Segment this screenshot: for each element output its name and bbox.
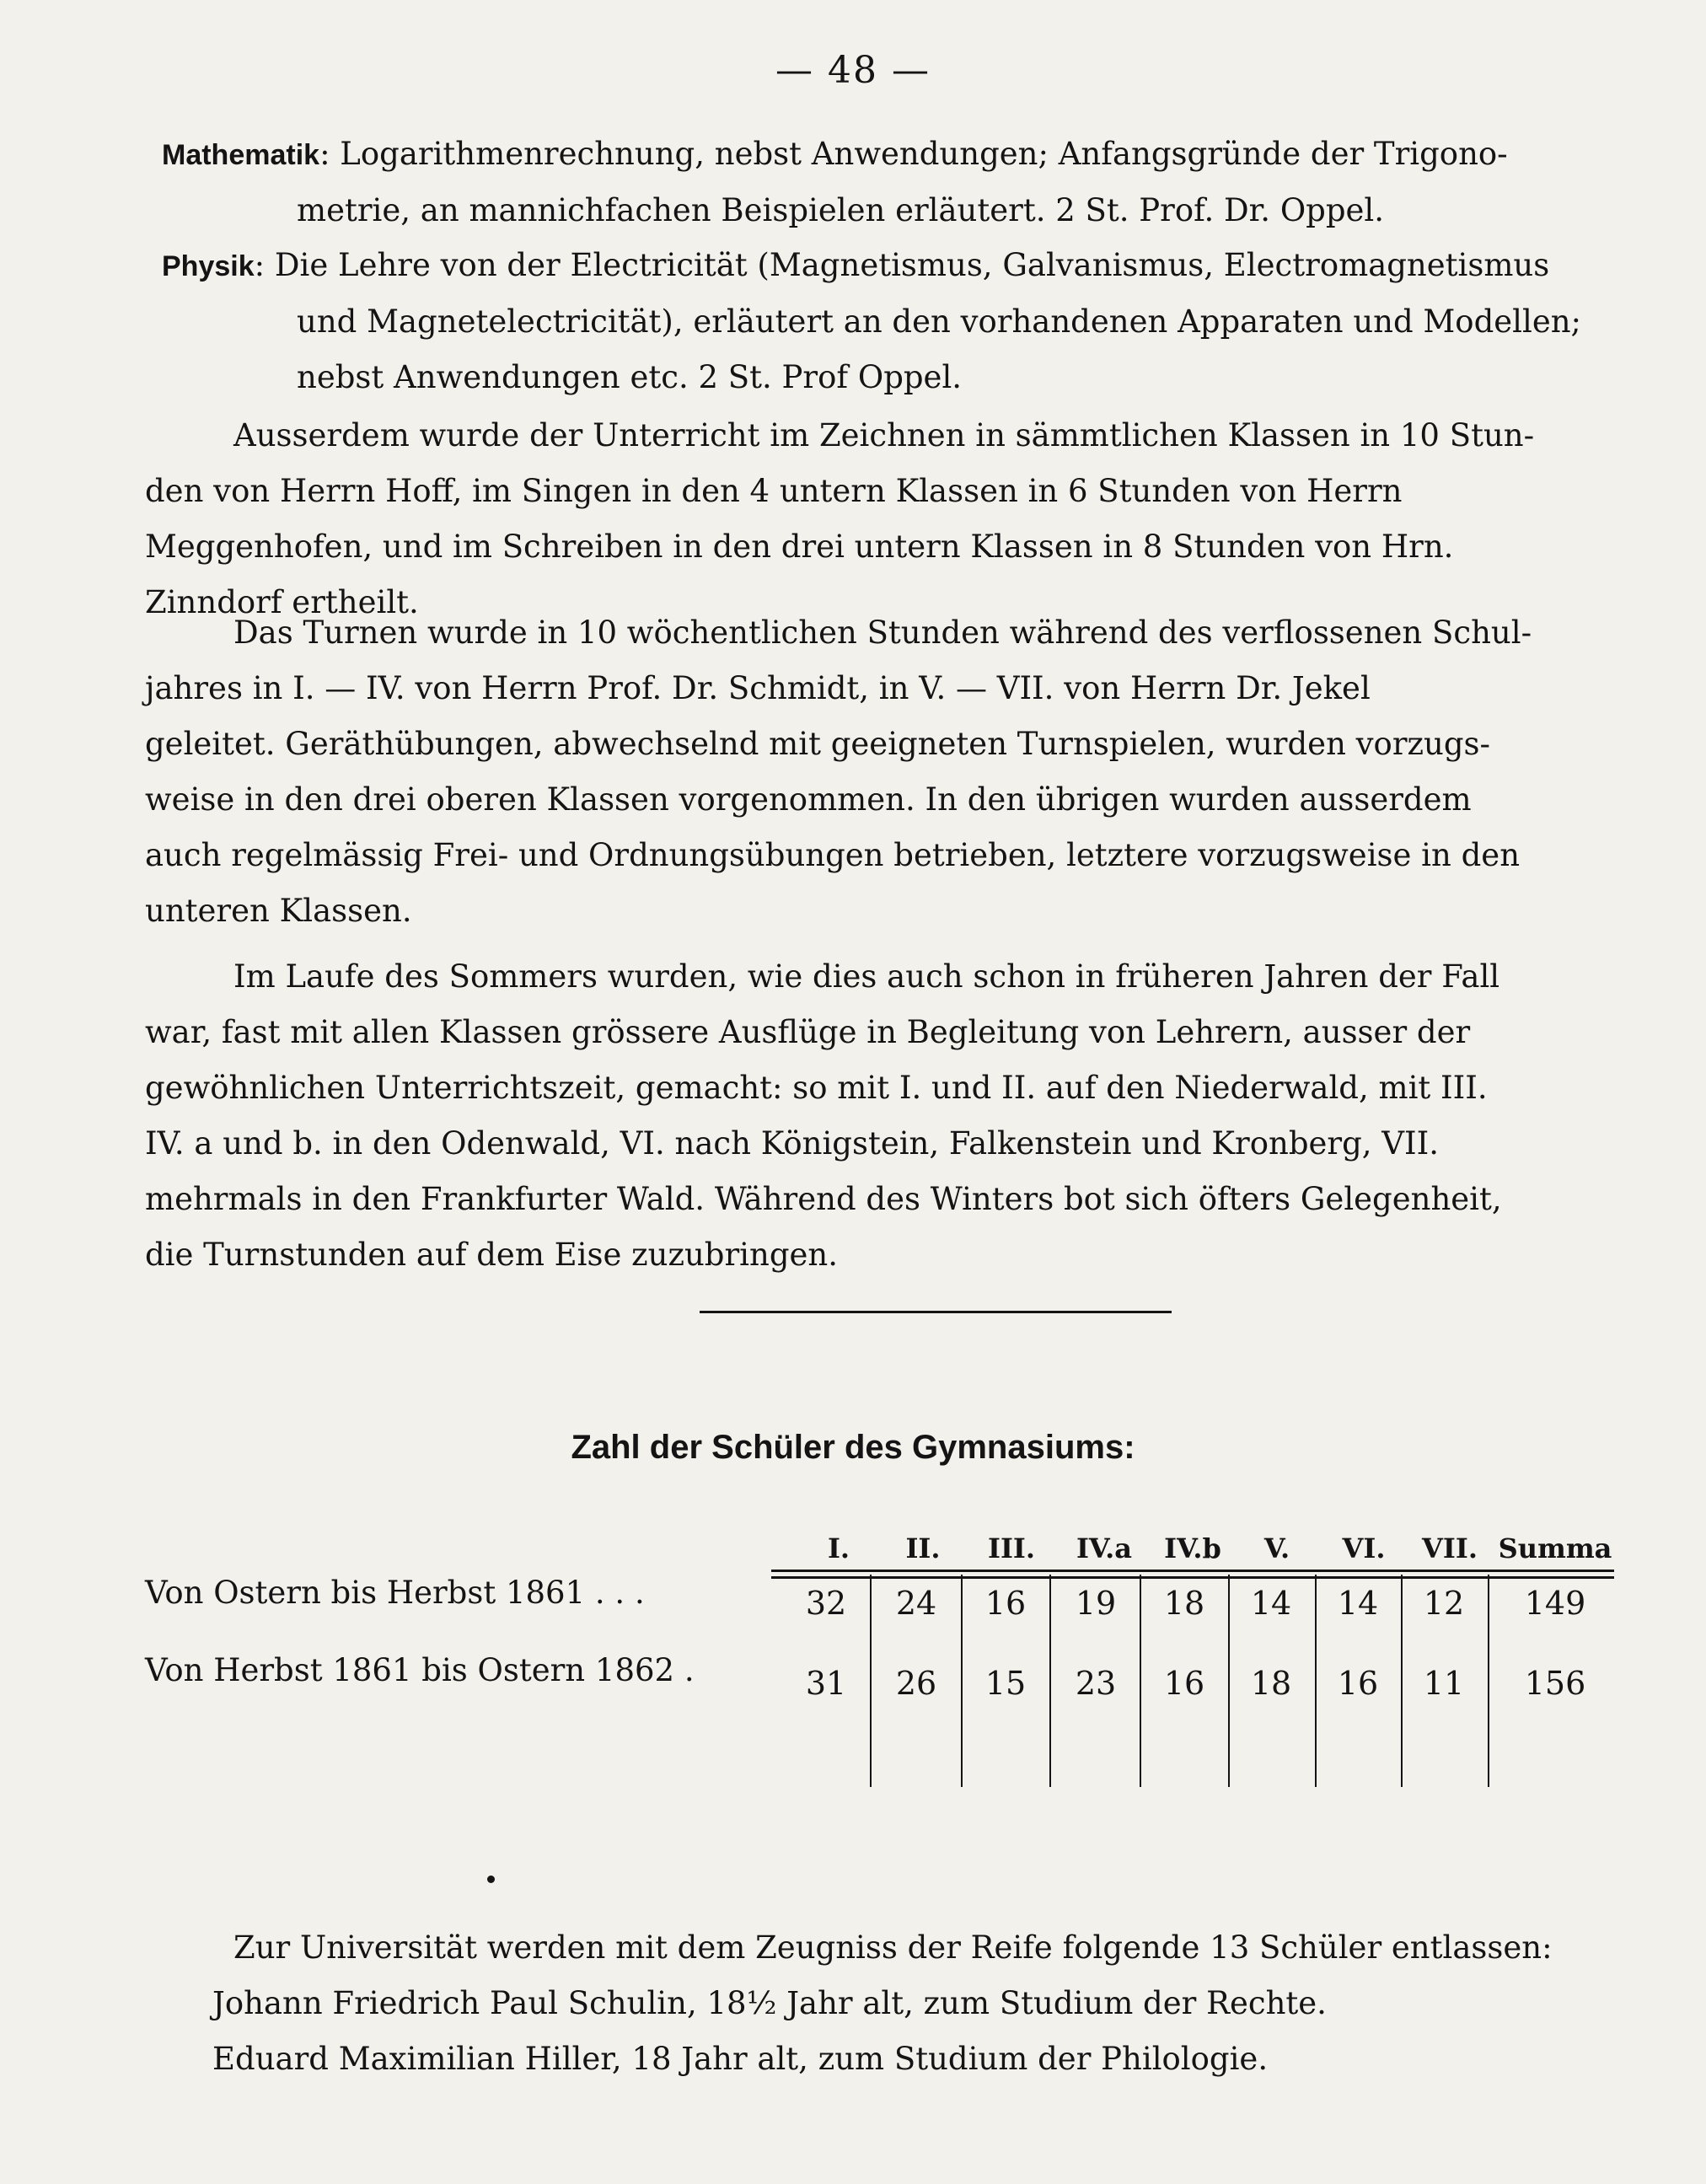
table-cell: 149 [1524,1585,1586,1622]
table-cell: 15 [984,1665,1027,1702]
math-line-2: metrie, an mannichfachen Beispielen erläutert. 2 St. Prof. Dr. Oppel. [297,192,1385,228]
paragraph-ausfluege [145,949,1637,1283]
table-cell: 23 [1075,1665,1117,1702]
physics-line-3: nebst Anwendungen etc. 2 St. Prof Oppel. [297,359,963,395]
column-divider [1140,1575,1141,1787]
column-header: Summa [1498,1532,1612,1564]
turnen-line-4: weise in den drei oberen Klassen vorgenommen. In den übrigen wurden ausserdem [145,781,1472,818]
graduates-section [145,1920,1645,2087]
turnen-line-5: auch regelmässig Frei- und Ordnungsübungen betrieben, letztere vorzugsweise in den [145,837,1521,873]
paragraph-drawing [145,408,1637,631]
column-header: VI. [1342,1532,1386,1564]
table-cell: 156 [1524,1665,1586,1702]
turnen-line-1: Das Turnen wurde in 10 wöchentlichen Stunden während des verflossenen Schul- [233,614,1532,651]
ausfluege-line-3: gewöhnlichen Unterrichtszeit, gemacht: so mit I. und II. auf den Niederwald, mit III. [145,1070,1488,1106]
physics-text-1: Die Lehre von der Electricität (Magnetismus, Galvanismus, Electromagnetismus [274,247,1550,283]
physics-label: Physik [162,250,255,282]
graduates-intro: Zur Universität werden mit dem Zeugniss der Reife folgende 13 Schüler entlassen: [233,1929,1553,1966]
column-divider [1488,1575,1489,1787]
ausfluege-line-2: war, fast mit allen Klassen grössere Ausflüge in Begleitung von Lehrern, ausser der [145,1014,1471,1050]
table-cell: 18 [1250,1665,1292,1702]
table-cell: 32 [805,1585,847,1622]
table-title: Zahl der Schüler des Gymnasiums: [571,1429,1135,1466]
column-header: IV.a [1076,1532,1133,1564]
table-cell: 16 [984,1585,1027,1622]
drawing-line-4: Zinndorf ertheilt. [145,584,419,620]
column-header: I. [827,1532,850,1564]
column-header: V. [1263,1532,1290,1564]
paragraph-turnen [145,605,1637,939]
table-cell: 31 [805,1665,847,1702]
table-cell: 26 [895,1665,937,1702]
section-divider [700,1311,1172,1313]
graduate-line: Johann Friedrich Paul Schulin, 18½ Jahr alt, zum Studium der Rechte. [212,1985,1327,2021]
ink-dot [487,1875,495,1883]
column-divider [870,1575,872,1787]
turnen-line-6: unteren Klassen. [145,893,412,929]
math-line-1: Mathematik: Logarithmenrechnung, nebst Anwendungen; Anfangsgründe der Trigono- [162,136,1508,172]
table-row-label: Von Herbst 1861 bis Ostern 1862 . [145,1652,695,1688]
graduate-line: Eduard Maximilian Hiller, 18 Jahr alt, zum Studium der Philologie. [212,2041,1269,2077]
column-divider [1049,1575,1051,1787]
ausfluege-line-5: mehrmals in den Frankfurter Wald. Während des Winters bot sich öfters Gelegenheit, [145,1181,1502,1217]
ausfluege-line-6: die Turnstunden auf dem Eise zuzubringen. [145,1237,839,1273]
column-header: III. [987,1532,1036,1564]
turnen-line-2: jahres in I. — IV. von Herrn Prof. Dr. Schmidt, in V. — VII. von Herrn Dr. Jekel [145,670,1371,706]
table-cell: 12 [1423,1585,1465,1622]
drawing-line-1: Ausserdem wurde der Unterricht im Zeichnen in sämmtlichen Klassen in 10 Stun- [233,417,1535,453]
physics-entry [162,238,1637,405]
column-header: II. [905,1532,941,1564]
column-header: VII. [1422,1532,1478,1564]
math-text-1: Logarithmenrechnung, nebst Anwendungen; Anfangsgründe der Trigono- [340,136,1508,172]
table-cell: 11 [1423,1665,1465,1702]
math-label: Mathematik [162,139,320,171]
table-cell: 16 [1337,1665,1379,1702]
table-cell: 18 [1163,1585,1205,1622]
drawing-line-3: Meggenhofen, und im Schreiben in den drei untern Klassen in 8 Stunden von Hrn. [145,529,1454,565]
table-rule [771,1570,1614,1572]
turnen-line-3: geleitet. Geräthübungen, abwechselnd mit geeigneten Turnspielen, wurden vorzugs- [145,726,1491,762]
table-cell: 14 [1250,1585,1292,1622]
column-divider [961,1575,963,1787]
math-entry [162,126,1637,239]
table-row-label: Von Ostern bis Herbst 1861 . . . [145,1575,645,1611]
page-number: — 48 — [775,49,931,92]
column-header: IV.b [1164,1532,1221,1564]
table-cell: 14 [1337,1585,1379,1622]
table-cell: 16 [1163,1665,1205,1702]
table-cell: 19 [1075,1585,1117,1622]
drawing-line-2: den von Herrn Hoff, im Singen in den 4 untern Klassen in 6 Stunden von Herrn [145,473,1403,509]
ausfluege-line-4: IV. a und b. in den Odenwald, VI. nach Königstein, Falkenstein und Kronberg, VII. [145,1125,1440,1162]
physics-line-1: Physik: Die Lehre von der Electricität (Magnetismus, Galvanismus, Electromagnetismus [162,247,1550,283]
physics-line-2: und Magnetelectricität), erläutert an den vorhandenen Apparaten und Modellen; [297,303,1582,340]
ausfluege-line-1: Im Laufe des Sommers wurden, wie dies auch schon in früheren Jahren der Fall [233,958,1500,995]
table-cell: 24 [895,1585,937,1622]
